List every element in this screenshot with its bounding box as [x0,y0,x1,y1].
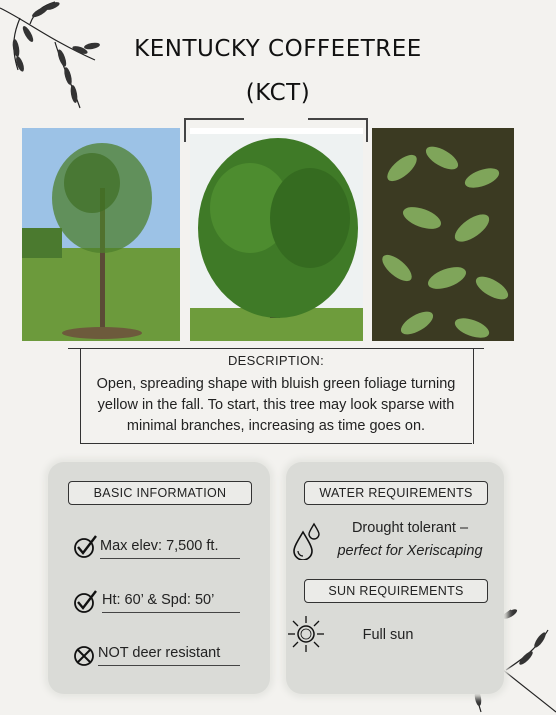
x-circle-icon [72,644,96,668]
frame-line [366,118,368,142]
branch-sketch-top-left [0,0,112,118]
description-text: Open, spreading shape with bluish green foliage turning yellow in the fall. To start, this tree may look sparse with minimal branches, increasing as time goes on. [96,376,456,434]
sun-requirements-heading: SUN REQUIREMENTS [304,579,488,603]
sun-icon [286,614,326,654]
deer-resistance-text: NOT deer resistant [98,645,240,666]
basic-info-heading: BASIC INFORMATION [68,481,252,505]
page-title: KENTUCKY COFFEETREE [134,36,422,62]
description-heading: DESCRIPTION: [227,353,325,368]
sun-text: Full sun [362,627,414,643]
frame-line [184,118,186,142]
tree-photo-mature [190,128,363,341]
divider-line [80,443,472,444]
frame-line [184,118,244,120]
tree-photo-young [22,128,180,341]
water-drops-icon [292,522,322,560]
drought-tolerance-text: Drought tolerant – [351,520,469,536]
leaf-closeup-photo [372,128,514,341]
frame-line [308,118,368,120]
page-subtitle: (KCT) [245,80,311,106]
xeriscaping-text: perfect for Xeriscaping [337,543,483,559]
check-circle-icon [72,589,98,615]
water-requirements-heading: WATER REQUIREMENTS [304,481,488,505]
check-circle-icon [72,534,98,560]
height-spread-text: Ht: 60’ & Spd: 50’ [102,592,240,613]
max-elevation-text: Max elev: 7,500 ft. [100,538,240,559]
